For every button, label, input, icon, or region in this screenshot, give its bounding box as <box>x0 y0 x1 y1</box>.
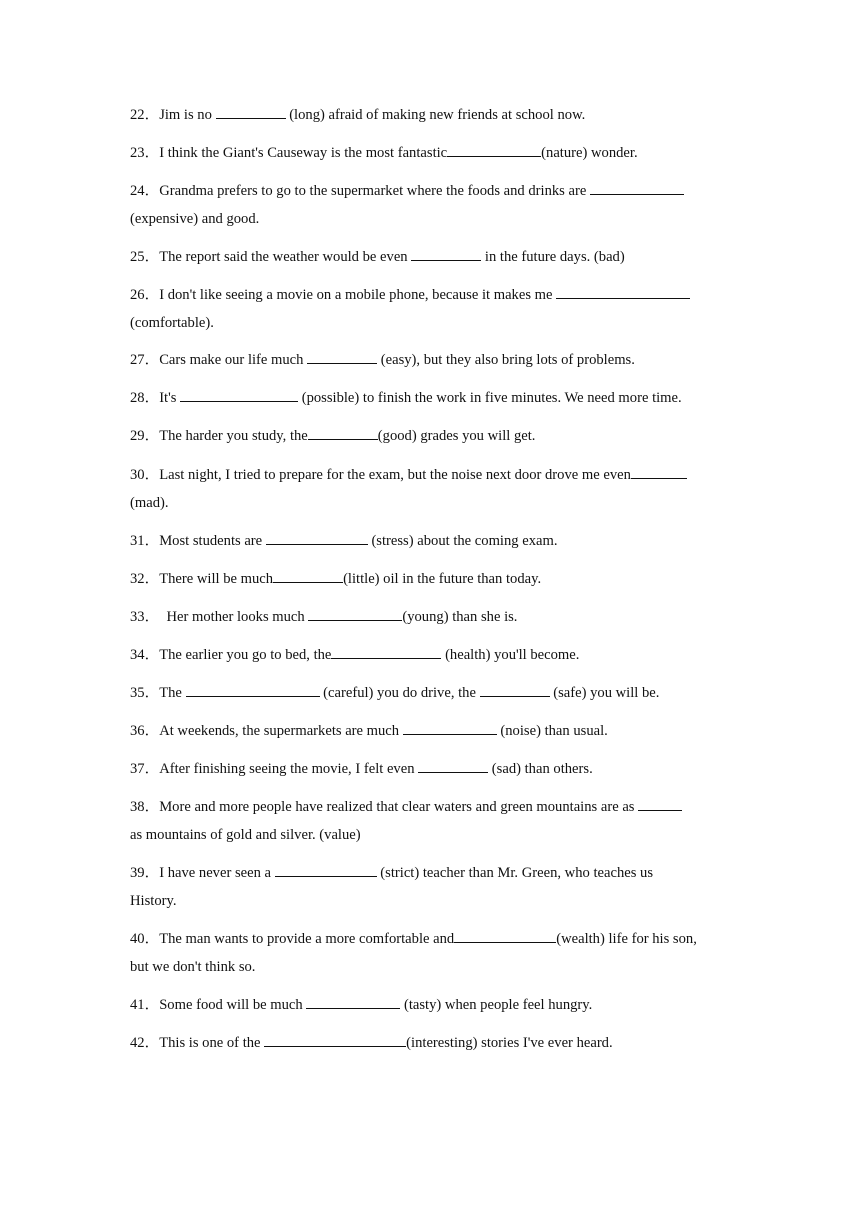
answer-blank[interactable] <box>331 643 441 659</box>
question-q30 <box>130 461 736 517</box>
question-text: 27．Cars make our life much <box>130 352 308 368</box>
question-q22 <box>130 101 736 129</box>
question-line <box>130 679 736 707</box>
question-line <box>130 205 736 233</box>
question-line <box>130 177 736 205</box>
question-q39 <box>130 859 736 915</box>
question-text: 33． Her mother looks much <box>130 609 309 625</box>
question-text: (expensive) and good. <box>130 211 260 227</box>
question-line <box>130 953 736 981</box>
question-text: (possible) to finish the work in five minutes. We need more time. <box>298 390 682 406</box>
answer-blank[interactable] <box>264 1031 406 1047</box>
question-line <box>130 422 736 450</box>
question-text: 39．I have never seen a <box>130 865 275 881</box>
question-q27 <box>130 346 736 374</box>
answer-blank[interactable] <box>638 795 682 811</box>
question-line <box>130 309 736 337</box>
question-text: 32．There will be much <box>130 571 274 587</box>
question-text: (careful) you do drive, the <box>319 685 480 701</box>
question-text: 34．The earlier you go to bed, the <box>130 647 332 663</box>
question-line <box>130 991 736 1019</box>
question-text: (health) you'll become. <box>441 647 580 663</box>
answer-blank[interactable] <box>418 757 488 773</box>
question-text: 36．At weekends, the supermarkets are much <box>130 723 403 739</box>
answer-blank[interactable] <box>447 141 541 157</box>
question-line <box>130 859 736 887</box>
answer-blank[interactable] <box>308 605 402 621</box>
answer-blank[interactable] <box>275 861 377 877</box>
answer-blank[interactable] <box>273 567 343 583</box>
question-q23 <box>130 139 736 167</box>
question-line <box>130 346 736 374</box>
question-text: History. <box>130 893 177 909</box>
question-q36 <box>130 717 736 745</box>
question-q28 <box>130 384 736 412</box>
question-line <box>130 243 736 271</box>
question-line <box>130 527 736 555</box>
question-text: (sad) than others. <box>488 761 593 777</box>
question-q26 <box>130 281 736 337</box>
answer-blank[interactable] <box>308 424 378 440</box>
question-text: but we don't think so. <box>130 959 256 975</box>
question-line <box>130 1029 736 1057</box>
question-text: 31．Most students are <box>130 533 266 549</box>
answer-blank[interactable] <box>403 719 497 735</box>
question-line <box>130 793 736 821</box>
question-line <box>130 101 736 129</box>
question-q41 <box>130 991 736 1019</box>
question-text: 38．More and more people have realized that clear waters and green mountains are as <box>130 799 639 815</box>
question-q37 <box>130 755 736 783</box>
question-q33 <box>130 603 736 631</box>
question-text: 24．Grandma prefers to go to the supermarket where the foods and drinks are <box>130 183 590 199</box>
question-line <box>130 887 736 915</box>
answer-blank[interactable] <box>631 463 687 479</box>
question-line <box>130 821 736 849</box>
question-text: (easy), but they also bring lots of problems. <box>377 352 635 368</box>
question-text: 35．The <box>130 685 186 701</box>
answer-blank[interactable] <box>556 283 690 299</box>
answer-blank[interactable] <box>180 386 298 402</box>
question-text: 30．Last night, I tried to prepare for the exam, but the noise next door drove me even <box>130 467 631 483</box>
question-q25 <box>130 243 736 271</box>
answer-blank[interactable] <box>306 993 400 1009</box>
answer-blank[interactable] <box>307 348 377 364</box>
question-line <box>130 565 736 593</box>
question-text: (good) grades you will get. <box>377 428 536 444</box>
question-text: (long) afraid of making new friends at school now. <box>285 107 586 123</box>
question-line <box>130 281 736 309</box>
question-line <box>130 925 736 953</box>
question-q35 <box>130 679 736 707</box>
question-text: 42．This is one of the <box>130 1035 265 1051</box>
question-text: 28．It's <box>130 390 181 406</box>
question-text: in the future days. (bad) <box>481 249 625 265</box>
question-line <box>130 641 736 669</box>
question-line <box>130 461 736 489</box>
question-text: 29．The harder you study, the <box>130 428 308 444</box>
answer-blank[interactable] <box>480 681 550 697</box>
question-q29 <box>130 422 736 450</box>
question-text: as mountains of gold and silver. (value) <box>130 827 361 843</box>
question-text: 41．Some food will be much <box>130 997 307 1013</box>
question-text: (nature) wonder. <box>541 145 638 161</box>
question-text: 23．I think the Giant's Causeway is the most fantastic <box>130 145 448 161</box>
question-text: 25．The report said the weather would be even <box>130 249 412 265</box>
question-text: (young) than she is. <box>402 609 518 625</box>
question-text: (tasty) when people feel hungry. <box>400 997 593 1013</box>
answer-blank[interactable] <box>590 179 684 195</box>
question-line <box>130 139 736 167</box>
question-text: 40．The man wants to provide a more comfortable and <box>130 931 455 947</box>
question-text: (safe) you will be. <box>549 685 660 701</box>
question-q42 <box>130 1029 736 1057</box>
question-q38 <box>130 793 736 849</box>
question-q34 <box>130 641 736 669</box>
question-q24 <box>130 177 736 233</box>
answer-blank[interactable] <box>411 245 481 261</box>
question-text: (stress) about the coming exam. <box>367 533 558 549</box>
question-line <box>130 384 736 412</box>
question-q40 <box>130 925 736 981</box>
question-text: (little) oil in the future than today. <box>343 571 542 587</box>
question-text: (wealth) life for his son, <box>556 931 697 947</box>
question-text: (noise) than usual. <box>496 723 608 739</box>
question-line <box>130 717 736 745</box>
answer-blank[interactable] <box>266 529 368 545</box>
question-text: (comfortable). <box>130 315 214 331</box>
question-q31 <box>130 527 736 555</box>
question-text: 37．After finishing seeing the movie, I felt even <box>130 761 419 777</box>
question-text: 26．I don't like seeing a movie on a mobile phone, because it makes me <box>130 287 557 303</box>
question-line <box>130 755 736 783</box>
answer-blank[interactable] <box>216 103 286 119</box>
answer-blank[interactable] <box>454 927 556 943</box>
question-line <box>130 489 736 517</box>
question-q32 <box>130 565 736 593</box>
question-text: (mad). <box>130 495 169 511</box>
question-text: (interesting) stories I've ever heard. <box>406 1035 613 1051</box>
question-text: (strict) teacher than Mr. Green, who teaches us <box>376 865 654 881</box>
question-text: 22．Jim is no <box>130 107 216 123</box>
question-line <box>130 603 736 631</box>
answer-blank[interactable] <box>186 681 320 697</box>
